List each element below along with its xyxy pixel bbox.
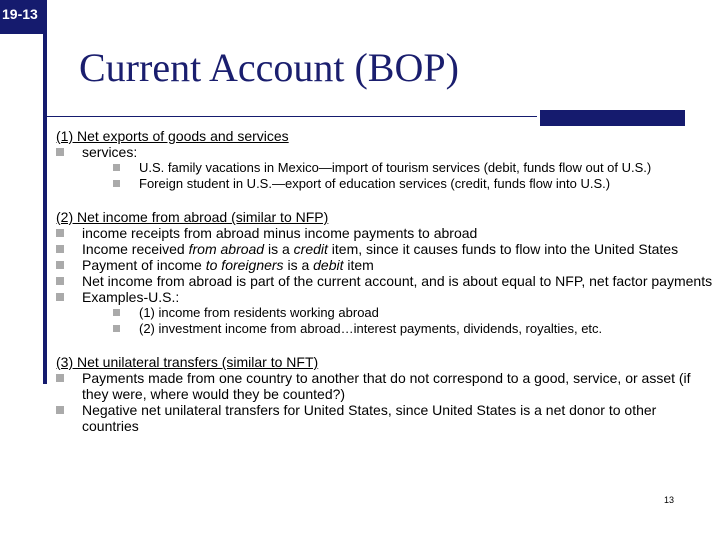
sub-list-item xyxy=(82,305,716,321)
sub-list-item-text: Foreign student in U.S.—export of education services (credit, funds flow into U.S.) xyxy=(139,176,611,191)
square-bullet-icon xyxy=(56,245,64,253)
list-item xyxy=(56,241,716,257)
list-item xyxy=(56,273,716,289)
list-item xyxy=(56,257,716,273)
list-item xyxy=(56,289,716,337)
list-item-text: Examples-U.S.: xyxy=(82,289,180,305)
list-item xyxy=(56,370,716,402)
title-divider xyxy=(47,116,537,117)
square-bullet-icon xyxy=(56,229,64,237)
list-item-text: services: xyxy=(82,144,138,160)
square-bullet-icon xyxy=(113,164,120,171)
sub-list-item-text: (2) investment income from abroad…interest payments, dividends, royalties, etc. xyxy=(139,321,603,336)
square-bullet-icon xyxy=(56,406,64,414)
list-item xyxy=(56,225,716,241)
section-heading: (1) Net exports of goods and services xyxy=(56,128,289,144)
square-bullet-icon xyxy=(56,277,64,285)
square-bullet-icon xyxy=(56,293,64,301)
list-item-text: income receipts from abroad minus income payments to abroad xyxy=(82,225,478,241)
square-bullet-icon xyxy=(56,148,64,156)
sub-list-item-text: (1) income from residents working abroad xyxy=(139,305,379,320)
square-bullet-icon xyxy=(56,261,64,269)
square-bullet-icon xyxy=(113,325,120,332)
slide-content xyxy=(56,128,716,451)
sub-bullet-list xyxy=(82,305,716,337)
sub-bullet-list xyxy=(82,160,716,192)
title-divider-accent xyxy=(540,110,685,126)
list-item-text: Income received from abroad is a credit item, since it causes funds to flow into the United States xyxy=(82,241,679,257)
list-item-text: Negative net unilateral transfers for United States, since United States is a net donor to other countries xyxy=(82,402,657,434)
page-number: 13 xyxy=(664,495,675,505)
square-bullet-icon xyxy=(56,374,64,382)
sub-list-item xyxy=(82,321,716,337)
section-net-exports xyxy=(56,128,716,192)
square-bullet-icon xyxy=(113,309,120,316)
list-item-text: Payment of income to foreigners is a debit item xyxy=(82,257,374,273)
sub-list-item-text: U.S. family vacations in Mexico—import of tourism services (debit, funds flow out of U.S.) xyxy=(139,160,652,175)
section-heading: (3) Net unilateral transfers (similar to NFT) xyxy=(56,354,319,370)
list-item-text: Payments made from one country to another that do not correspond to a good, service, or asset (if they were, where would they be counted?) xyxy=(82,370,691,402)
list-item xyxy=(56,144,716,192)
square-bullet-icon xyxy=(113,180,120,187)
list-item xyxy=(56,402,716,434)
section-net-transfers xyxy=(56,354,716,434)
sub-list-item xyxy=(82,160,716,176)
bullet-list xyxy=(56,225,716,337)
section-heading: (2) Net income from abroad (similar to NFP) xyxy=(56,209,329,225)
list-item-text: Net income from abroad is part of the current account, and is about equal to NFP, net factor payments xyxy=(82,273,713,289)
bullet-list xyxy=(56,144,716,192)
sub-list-item xyxy=(82,176,716,192)
left-accent-bar xyxy=(0,34,47,384)
section-net-income xyxy=(56,209,716,337)
slide-title: Current Account (BOP) xyxy=(79,45,459,90)
slide-id-badge: 19-13 xyxy=(0,0,47,34)
bullet-list xyxy=(56,370,716,434)
